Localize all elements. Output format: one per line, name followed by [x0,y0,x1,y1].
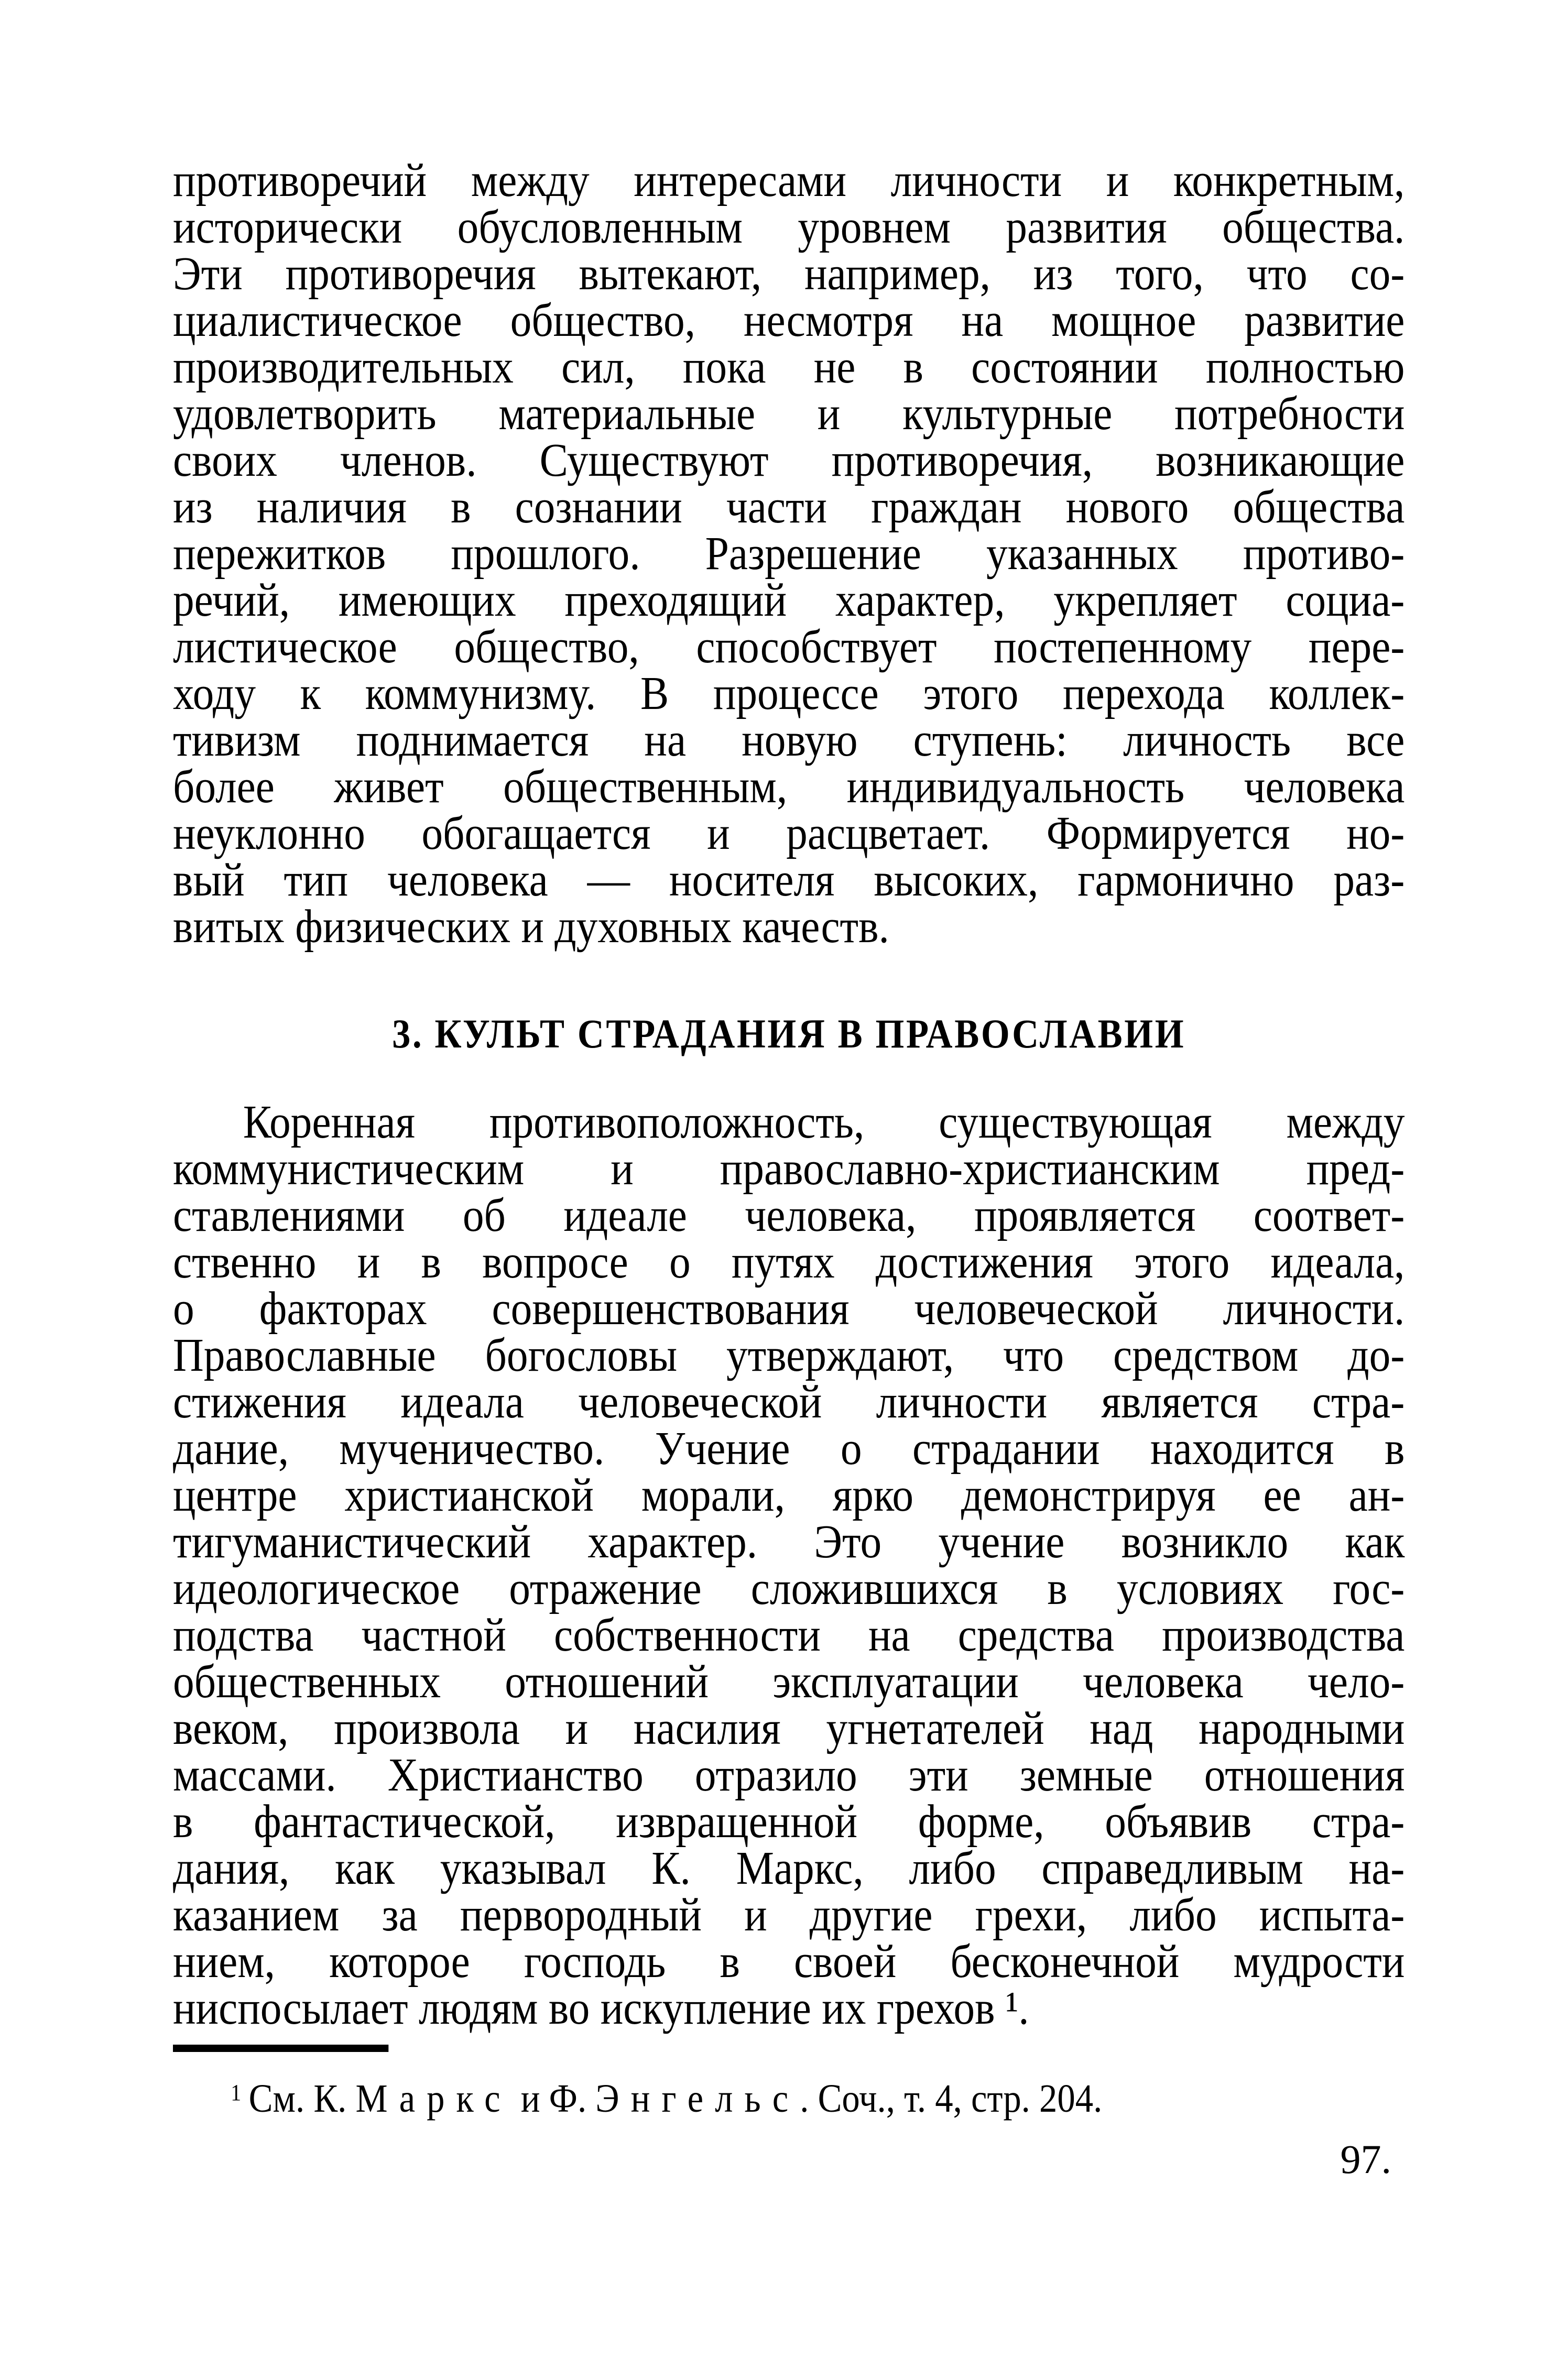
paragraph-continuation [173,155,1405,953]
text-line: производительных сил, пока не в состоянии полностью [173,341,1405,393]
text-line: ниспосылает людям во искупление их грехов ¹. [173,1982,1029,2034]
text-line: идеологическое отражение сложившихся в условиях гос- [173,1563,1405,1614]
text-line: стижения идеала человеческой личности является стра- [173,1376,1405,1428]
text-line: удовлетворить материальные и культурные потребности [173,388,1405,440]
text-line: противоречий между интересами личности и конкретным, [173,155,1405,206]
text-line: подства частной собственности на средства производства [173,1609,1405,1661]
footnote-text-middle: и Ф. [511,2077,596,2121]
text-line: коммунистическим и православно-христианским пред- [173,1143,1405,1195]
footnote-marker: 1 [231,2080,242,2105]
text-line: Православные богословы утверждают, что средством до- [173,1329,1405,1381]
text-line: листическое общество, способствует постепенному пере- [173,621,1405,673]
footnote-text-before: См. К. [248,2077,356,2121]
text-line: Эти противоречия вытекают, например, из того, что со- [173,248,1405,300]
footnote-separator-rule [173,2045,388,2052]
text-line: вый тип человека — носителя высоких, гармонично раз- [173,854,1405,906]
text-line: ственно и в вопросе о путях достижения этого идеала, [173,1236,1405,1288]
text-line: дания, как указывал К. Маркс, либо справедливым на- [173,1842,1405,1894]
text-line: своих членов. Существуют противоречия, возникающие [173,434,1405,486]
text-line: центре христианской морали, ярко демонстрируя ее ан- [173,1469,1405,1521]
text-line: массами. Христианство отразило эти земные отношения [173,1749,1405,1801]
text-line: неуклонно обогащается и расцветает. Формируется но- [173,807,1405,859]
page-number: 97. [1340,2136,1391,2182]
text-line: исторически обусловленным уровнем развития общества. [173,201,1405,253]
text-line: о факторах совершенствования человеческой личности. [173,1283,1405,1335]
text-line: Коренная противоположность, существующая между [243,1096,1405,1148]
text-line: более живет общественным, индивидуальность человека [173,761,1405,813]
footnote-author-marx: Маркс [355,2077,512,2121]
footnote-text-after: . Соч., т. 4, стр. 204. [800,2077,1103,2121]
footnote-author-engels: Энгельс [595,2077,800,2121]
text-line: в фантастической, извращенной форме, объявив стра- [173,1796,1405,1848]
footnote [173,2071,1405,2121]
text-line: нием, которое господь в своей бесконечной мудрости [173,1936,1405,1988]
text-line: циалистическое общество, несмотря на мощное развитие [173,294,1405,346]
text-line: витых физических и духовных качеств. [173,901,889,953]
paragraph-body [173,1096,1405,2034]
text-line: общественных отношений эксплуатации человека чело- [173,1656,1405,1708]
text-line: из наличия в сознании части граждан нового общества [173,481,1405,533]
section-heading: 3. КУЛЬТ СТРАДАНИЯ В ПРАВОСЛАВИИ [392,1011,1186,1056]
text-line: казанием за первородный и другие грехи, либо испыта- [173,1889,1405,1941]
text-line: тивизм поднимается на новую ступень: личность все [173,714,1405,766]
text-line: пережитков прошлого. Разрешение указанных противо- [173,528,1405,580]
text-line: дание, мученичество. Учение о страдании находится в [173,1423,1405,1475]
text-line: ходу к коммунизму. В процессе этого перехода коллек- [173,668,1405,719]
text-line: веком, произвола и насилия угнетателей над народными [173,1702,1405,1754]
text-line: тигуманистический характер. Это учение возникло как [173,1516,1405,1568]
text-column [173,157,1405,2121]
text-line: ставлениями об идеале человека, проявляется соответ- [173,1189,1405,1241]
text-line: речий, имеющих преходящий характер, укрепляет социа- [173,574,1405,626]
